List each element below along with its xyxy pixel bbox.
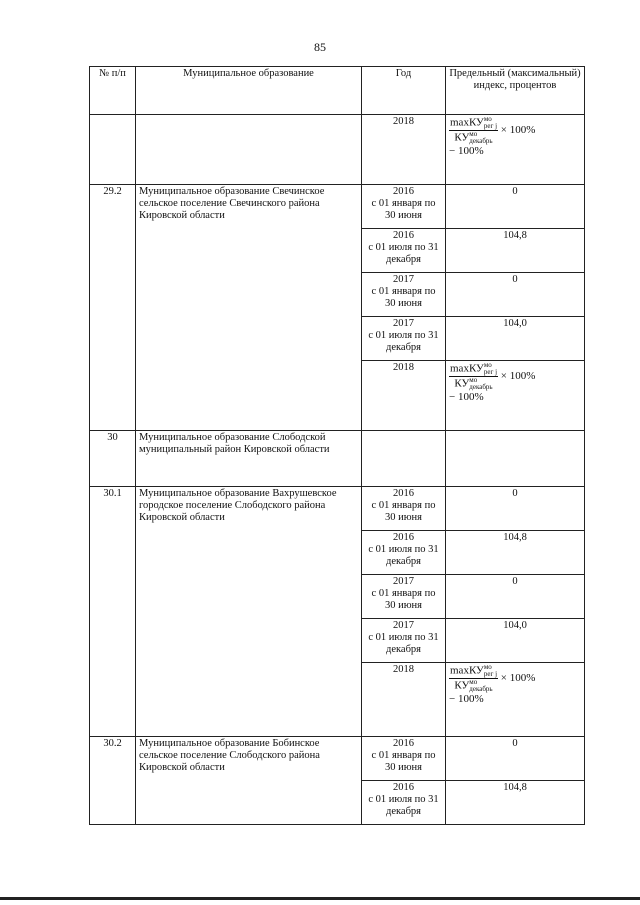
formula-fraction: maxКУ мо рег j КУ мо декабрь (450, 115, 498, 145)
index-cell: 0 (446, 737, 585, 781)
table-row (90, 185, 585, 229)
table-row (90, 737, 585, 781)
year-cell: 2018 (362, 361, 446, 431)
formula-cell: maxКУ мо рег j КУ мо декабрь × 100% − 100% (446, 361, 585, 431)
index-cell: 0 (446, 185, 585, 229)
index-cell: 104,0 (446, 317, 585, 361)
row-number: 30.1 (90, 487, 136, 737)
formula-fraction: maxКУ мо рег j КУ мо декабрь (450, 663, 498, 693)
index-cell: 104,8 (446, 531, 585, 575)
table-header-row (90, 67, 585, 115)
header-num: № п/п (90, 67, 136, 115)
year-cell: 2017 с 01 июля по 31 декабря (362, 317, 446, 361)
table-row (90, 431, 585, 487)
header-municipality: Муниципальное образование (136, 67, 362, 115)
index-cell: 0 (446, 575, 585, 619)
header-index: Предельный (максимальный) индекс, процентов (446, 67, 585, 115)
table-row (90, 487, 585, 531)
row-number: 30 (90, 431, 136, 487)
header-year: Год (362, 67, 446, 115)
year-cell: 2016 с 01 июля по 31 декабря (362, 781, 446, 825)
footer-rule (0, 897, 640, 900)
index-cell: 0 (446, 487, 585, 531)
municipality-name: Муниципальное образование Вахрушевское городское поселение Слободского района Кировской области (136, 487, 362, 737)
year-cell: 2017 с 01 января по 30 июня (362, 273, 446, 317)
year-cell: 2018 (362, 115, 446, 185)
formula-cell: maxКУ мо рег j КУ мо декабрь × 100% − 100% (446, 115, 585, 185)
year-cell: 2016 с 01 июля по 31 декабря (362, 531, 446, 575)
year-cell: 2017 с 01 января по 30 июня (362, 575, 446, 619)
page-number: 85 (314, 40, 326, 54)
index-cell: 104,0 (446, 619, 585, 663)
row-number: 30.2 (90, 737, 136, 825)
municipality-name: Муниципальное образование Свечинское сельское поселение Свечинского района Кировской области (136, 185, 362, 431)
formula-cell: maxКУ мо рег j КУ мо декабрь × 100% − 100% (446, 663, 585, 737)
year-cell: 2016 с 01 июля по 31 декабря (362, 229, 446, 273)
formula-fraction: maxКУ мо рег j КУ мо декабрь (450, 361, 498, 391)
index-cell: 104,8 (446, 229, 585, 273)
year-cell: 2016 с 01 января по 30 июня (362, 737, 446, 781)
row-number: 29.2 (90, 185, 136, 431)
table-row (90, 115, 585, 185)
index-cell: 104,8 (446, 781, 585, 825)
tariff-index-table (89, 66, 585, 825)
index-cell: 0 (446, 273, 585, 317)
year-cell: 2016 с 01 января по 30 июня (362, 185, 446, 229)
municipality-name: Муниципальное образование Слободской муниципальный район Кировской области (136, 431, 362, 487)
year-cell: 2016 с 01 января по 30 июня (362, 487, 446, 531)
municipality-name: Муниципальное образование Бобинское сельское поселение Слободского района Кировской области (136, 737, 362, 825)
year-cell: 2017 с 01 июля по 31 декабря (362, 619, 446, 663)
year-cell: 2018 (362, 663, 446, 737)
